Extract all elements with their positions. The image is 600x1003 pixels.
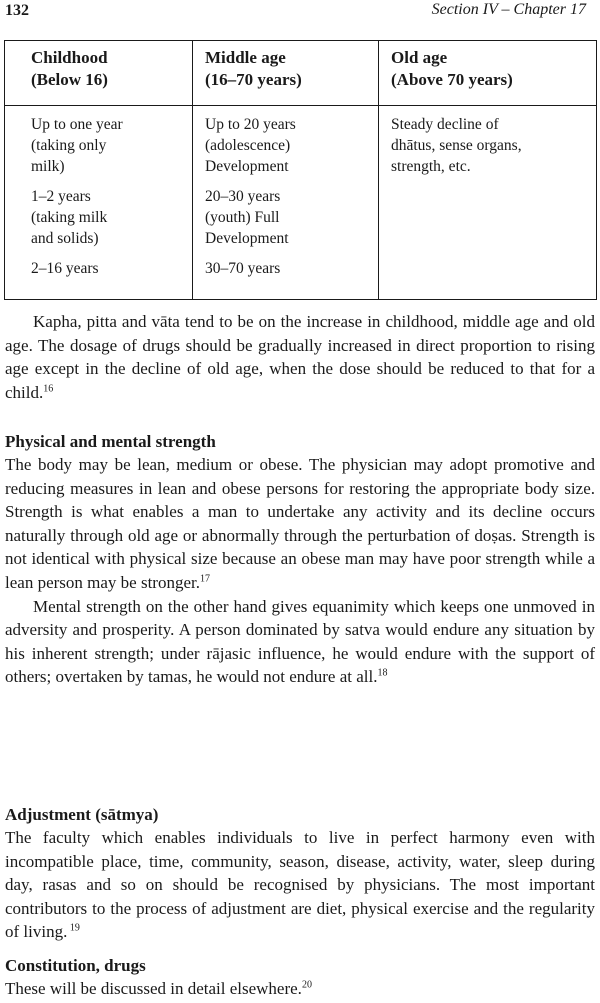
- page-number: 132: [5, 2, 29, 19]
- table-cell-entry: Up to one year (taking only milk): [31, 116, 123, 175]
- column-header-old-age: [379, 41, 597, 106]
- column-header-range: (Above 70 years): [391, 70, 513, 89]
- column-header-title: Middle age: [205, 48, 286, 67]
- section-heading: Adjustment (sātmya): [5, 805, 159, 824]
- table-cell-entry: 1–2 years (taking milk and solids): [31, 188, 108, 247]
- column-header-title: Childhood: [31, 48, 108, 67]
- section-constitution-drugs: [5, 954, 595, 1001]
- footnote-ref: 18: [377, 667, 388, 679]
- paragraph: [5, 977, 595, 1001]
- table-cell-entry: 2–16 years: [31, 260, 99, 277]
- footnote-ref: 17: [199, 573, 210, 585]
- paragraph: [5, 595, 595, 689]
- table-cell-entry: Up to 20 years (adolescence) Development: [205, 116, 296, 175]
- paragraph-text: Mental strength on the other hand gives equanimity which keeps one unmoved in adversity and prosperity. A person dominated by satva would endure any situation by his inherent strength; under rājasic influence, he would endure with the support of others; overtaken by tamas, he would not endure at all.: [5, 596, 595, 687]
- old-age-cell: [379, 106, 597, 300]
- age-stage-table: [4, 40, 597, 300]
- paragraph: [5, 453, 595, 595]
- section-physical-mental-strength: [5, 430, 595, 689]
- section-heading: Constitution, drugs: [5, 956, 146, 975]
- section-heading: Physical and mental strength: [5, 432, 216, 451]
- paragraph: [5, 826, 595, 944]
- column-header-range: (16–70 years): [205, 70, 302, 89]
- column-header-range: (Below 16): [31, 70, 108, 89]
- paragraph-text: These will be discussed in detail elsewhere.: [5, 979, 302, 998]
- column-header-middle-age: [193, 41, 379, 106]
- childhood-cell: [5, 106, 193, 300]
- table-cell-entry: 30–70 years: [205, 260, 281, 277]
- paragraph-text: The faculty which enables individuals to live in perfect harmony even with incompatible place, time, community, season, disease, activity, water, sleep during day, rasas and so on should be recognised by physicians. The most important contributors to the process of adjustment are diet, physical exercise and the regularity of living.: [5, 828, 595, 942]
- footnote-ref: 19: [67, 922, 80, 934]
- page-header: [5, 0, 586, 24]
- paragraph-text: Kapha, pitta and vāta tend to be on the increase in childhood, middle age and old age. The dosage of drugs should be gradually increased in direct proportion to rising age except in the decline of old age, when the dose should be reduced to that for a child.: [5, 312, 595, 402]
- middle-age-cell: [193, 106, 379, 300]
- table-row: [5, 106, 597, 300]
- paragraph-text: The body may be lean, medium or obese. The physician may adopt promotive and reducing measures in lean and obese persons for restoring the appropriate body size. Strength is what enables a man to undertake any activity and its decline occurs naturally through old age or abnormally through the perturbation of doṣas. Strength is not identical with physical size because an obese man may have poor strength while a lean person may be stronger.: [5, 455, 595, 592]
- column-header-title: Old age: [391, 48, 448, 67]
- table-cell-entry: Steady decline of dhātus, sense organs, strength, etc.: [391, 116, 522, 175]
- table-cell-entry: 20–30 years (youth) Full Development: [205, 188, 289, 247]
- table-header-row: [5, 41, 597, 106]
- column-header-childhood: [5, 41, 193, 106]
- footnote-ref: 20: [301, 979, 312, 991]
- footnote-ref: 16: [43, 383, 54, 395]
- running-head: Section IV – Chapter 17: [431, 1, 586, 18]
- section-adjustment: [5, 803, 595, 944]
- paragraph-dosha-age: [5, 310, 595, 404]
